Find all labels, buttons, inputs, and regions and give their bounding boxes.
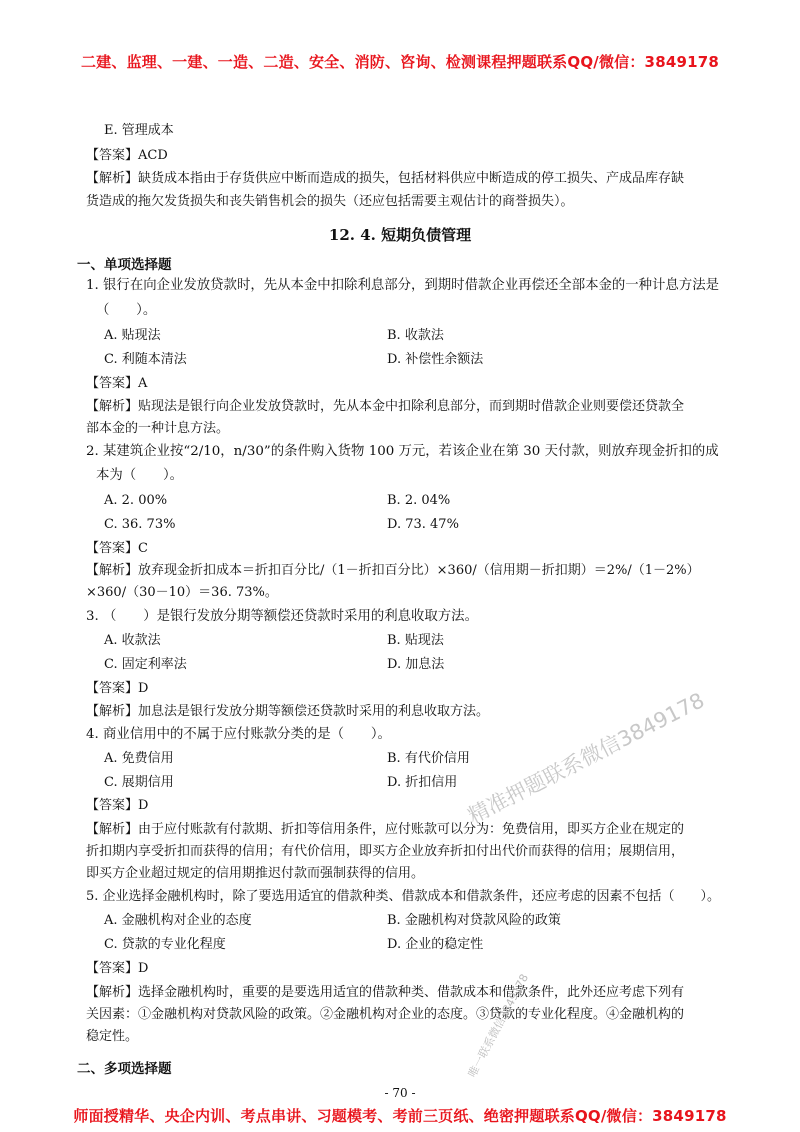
q5-analysis-line: 稳定性。 [86,1029,139,1044]
heading-single-choice: 一、单项选择题 [77,257,172,273]
q5-option-c: C. 贷款的专业化程度 [104,937,226,952]
q3-stem: 3. （ ）是银行发放分期等额偿还贷款时采用的利息收取方法。 [86,609,478,624]
section-title: 12. 4. 短期负债管理 [328,226,472,244]
q1-stem: （ ）。 [96,303,157,318]
q2-analysis-line: 【解析】放弃现金折扣成本＝折扣百分比/（1－折扣百分比）×360/（信用期－折扣期）＝2%/（1－2%） [86,563,700,578]
q2-stem: 2. 某建筑企业按“2/10，n/30”的条件购入货物 100 万元，若该企业在第 30 天付款，则放弃现金折扣的成 [86,444,719,459]
q4-stem: 4. 商业信用中的不属于应付账款分类的是（ ）。 [86,727,391,742]
bottom-banner: 师面授精华、央企内训、考点串讲、习题模考、考前三页纸、绝密押题联系QQ/微信：3849178 [73,1107,727,1125]
q2-option-c: C. 36. 73% [104,517,176,532]
q2-option-d: D. 73. 47% [387,517,459,532]
q3-answer: 【答案】D [86,681,149,696]
watermark: 精准押题联系微信3849178 [464,688,709,829]
q1-stem: 1. 银行在向企业发放贷款时，先从本金中扣除利息部分，到期时借款企业再偿还全部本金的一种计息方法是 [86,278,719,293]
q1-option-b: B. 收款法 [387,328,444,343]
q1-option-a: A. 贴现法 [104,328,161,343]
q2-option-b: B. 2. 04% [387,493,451,508]
q2-option-a: A. 2. 00% [104,493,168,508]
prev-analysis-line: 【解析】缺货成本指由于存货供应中断而造成的损失，包括材料供应中断造成的停工损失、产成品库存缺 [86,171,685,186]
q1-option-c: C. 利随本清法 [104,352,187,367]
q2-stem: 本为（ ）。 [96,468,184,483]
q4-option-a: A. 免费信用 [104,751,174,766]
prev-answer: 【答案】ACD [86,148,168,163]
q5-option-b: B. 金融机构对贷款风险的政策 [387,913,561,928]
prev-option-e: E. 管理成本 [104,123,174,138]
q5-answer: 【答案】D [86,961,149,976]
watermark: 唯一联系微信3849178 [465,971,532,1080]
q4-answer: 【答案】D [86,798,149,813]
q3-option-b: B. 贴现法 [387,633,444,648]
q5-analysis-line: 关因素：①金融机构对贷款风险的政策。②金融机构对企业的态度。③贷款的专业化程度。④金融机构的 [86,1007,685,1022]
top-banner: 二建、监理、一建、一造、二造、安全、消防、咨询、检测课程押题联系QQ/微信：3849178 [80,53,720,71]
q1-option-d: D. 补偿性余额法 [387,352,484,367]
page-number: - 70 - [384,1086,416,1100]
q4-analysis-line: 折扣期内享受折扣而获得的信用；有代价信用，即买方企业放弃折扣付出代价而获得的信用；展期信用， [86,844,685,859]
q2-analysis-line: ×360/（30－10）＝36. 73%。 [86,585,278,600]
q4-analysis-line: 【解析】由于应付账款有付款期、折扣等信用条件，应付账款可以分为：免费信用，即买方企业在规定的 [86,822,685,837]
heading-multi-choice: 二、多项选择题 [77,1061,172,1077]
q5-option-d: D. 企业的稳定性 [387,937,484,952]
q4-option-c: C. 展期信用 [104,775,174,790]
q4-analysis-line: 即买方企业超过规定的信用期推迟付款而强制获得的信用。 [86,866,425,881]
q1-answer: 【答案】A [86,376,148,391]
prev-analysis-line: 货造成的拖欠发货损失和丧失销售机会的损失（还应包括需要主观估计的商誉损失）。 [86,194,574,209]
q5-option-a: A. 金融机构对企业的态度 [104,913,252,928]
q3-option-d: D. 加息法 [387,657,445,672]
q3-option-c: C. 固定利率法 [104,657,187,672]
q2-answer: 【答案】C [86,541,148,556]
q3-analysis-line: 【解析】加息法是银行发放分期等额偿还贷款时采用的利息收取方法。 [86,704,490,719]
q1-analysis-line: 部本金的一种计息方法。 [86,421,230,436]
q4-option-b: B. 有代价信用 [387,751,470,766]
q5-stem: 5. 企业选择金融机构时，除了要选用适宜的借款种类、借款成本和借款条件，还应考虑的因素不包括（ ）。 [86,889,721,904]
q3-option-a: A. 收款法 [104,633,161,648]
q1-analysis-line: 【解析】贴现法是银行向企业发放贷款时，先从本金中扣除利息部分，而到期时借款企业则要偿还贷款全 [86,399,685,414]
q4-option-d: D. 折扣信用 [387,775,458,790]
q5-analysis-line: 【解析】选择金融机构时，重要的是要选用适宜的借款种类、借款成本和借款条件，此外还应考虑下列有 [86,985,685,1000]
